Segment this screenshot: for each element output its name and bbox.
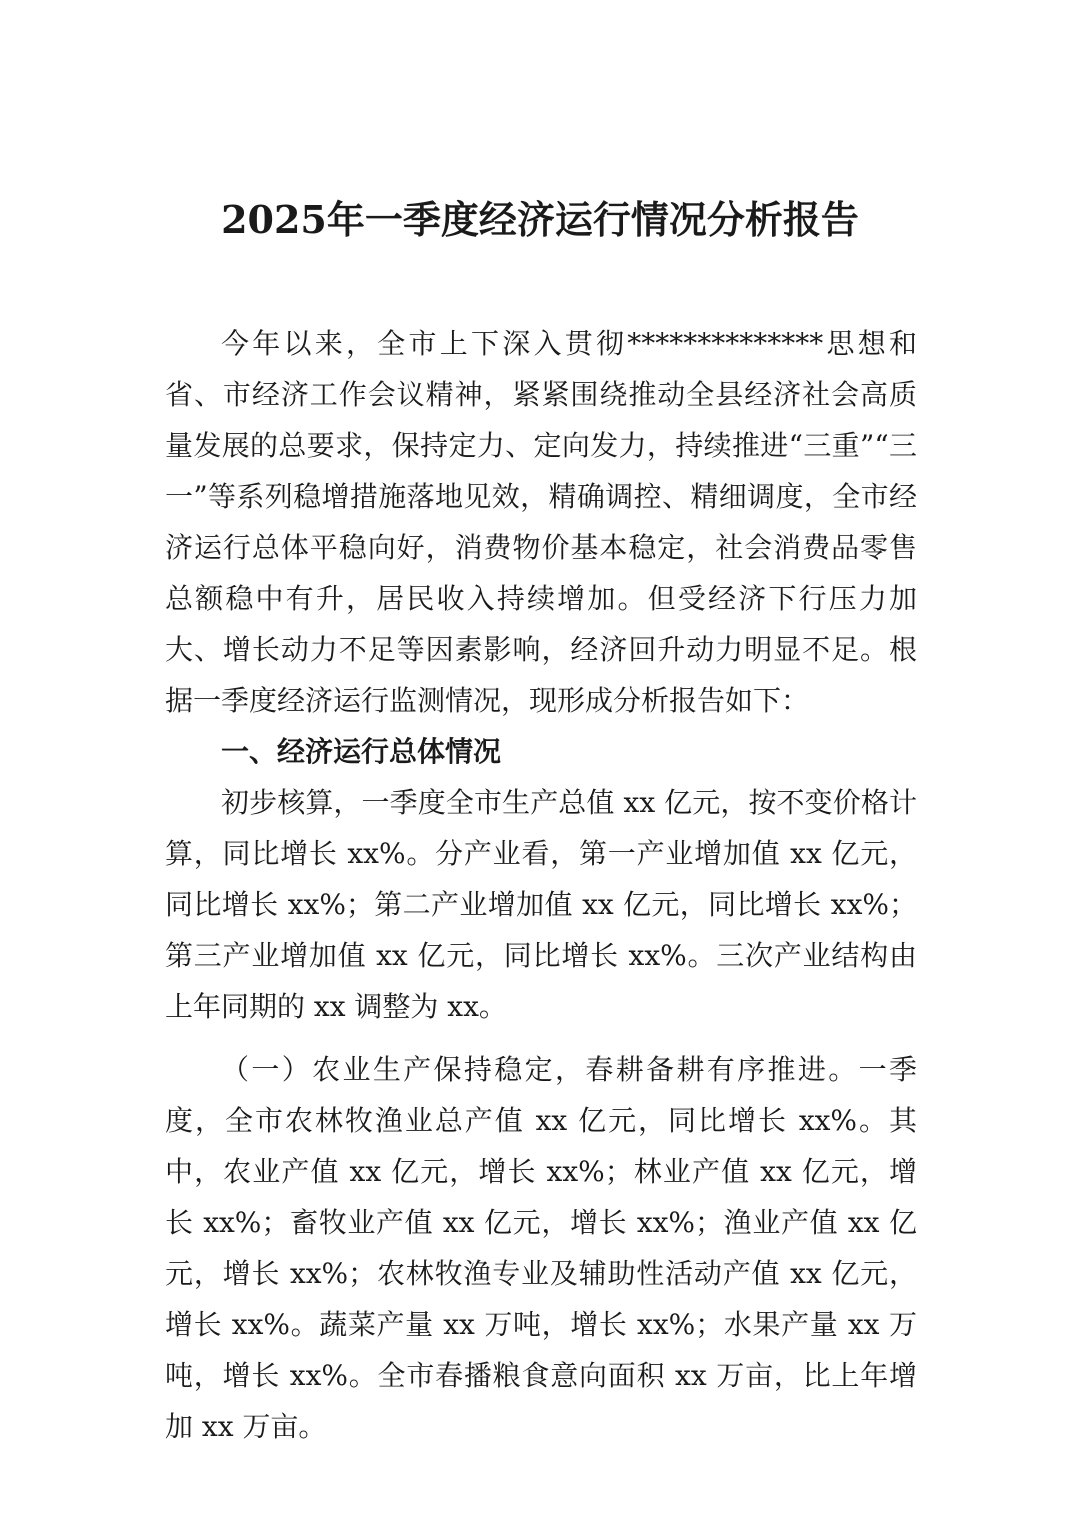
- document-body: [165, 318, 917, 1452]
- intro-paragraph: 今年以来，全市上下深入贯彻**************思想和省、市经济工作会议精神，紧紧围绕推动全县经济社会高质量发展的总要求，保持定力、定向发力，持续推进“三重”“三一”等系列稳增措施落地见效，精确调控、精细调度，全市经济运行总体平稳向好，消费物价基本稳定，社会消费品零售总额稳中有升，居民收入持续增加。但受经济下行压力加大、增长动力不足等因素影响，经济回升动力明显不足。根据一季度经济运行监测情况，现形成分析报告如下：: [165, 327, 917, 717]
- agriculture-paragraph: （一）农业生产保持稳定，春耕备耕有序推进。一季度，全市农林牧渔业总产值 xx 亿元，同比增长 xx%。其中，农业产值 xx 亿元，增长 xx%；林业产值 xx 亿元，增长 xx%；畜牧业产值 xx 亿元，增长 xx%；渔业产值 xx 亿元，增长 xx%；农林牧渔专业及辅助性活动产值 xx 亿元，增长 xx%。蔬菜产量 xx 万吨，增长 xx%；水果产量 xx 万吨，增长 xx%。全市春播粮食意向面积 xx 万亩，比上年增加 xx 万亩。: [165, 1053, 917, 1443]
- document-title: 2025年一季度经济运行情况分析报告: [221, 197, 859, 242]
- overview-paragraph: 初步核算，一季度全市生产总值 xx 亿元，按不变价格计算，同比增长 xx%。分产业看，第一产业增加值 xx 亿元，同比增长 xx%；第二产业增加值 xx 亿元，同比增长 xx%；第三产业增加值 xx 亿元，同比增长 xx%。三次产业结构由上年同期的 xx 调整为 xx。: [165, 786, 917, 1023]
- section-heading: 一、经济运行总体情况: [221, 735, 502, 768]
